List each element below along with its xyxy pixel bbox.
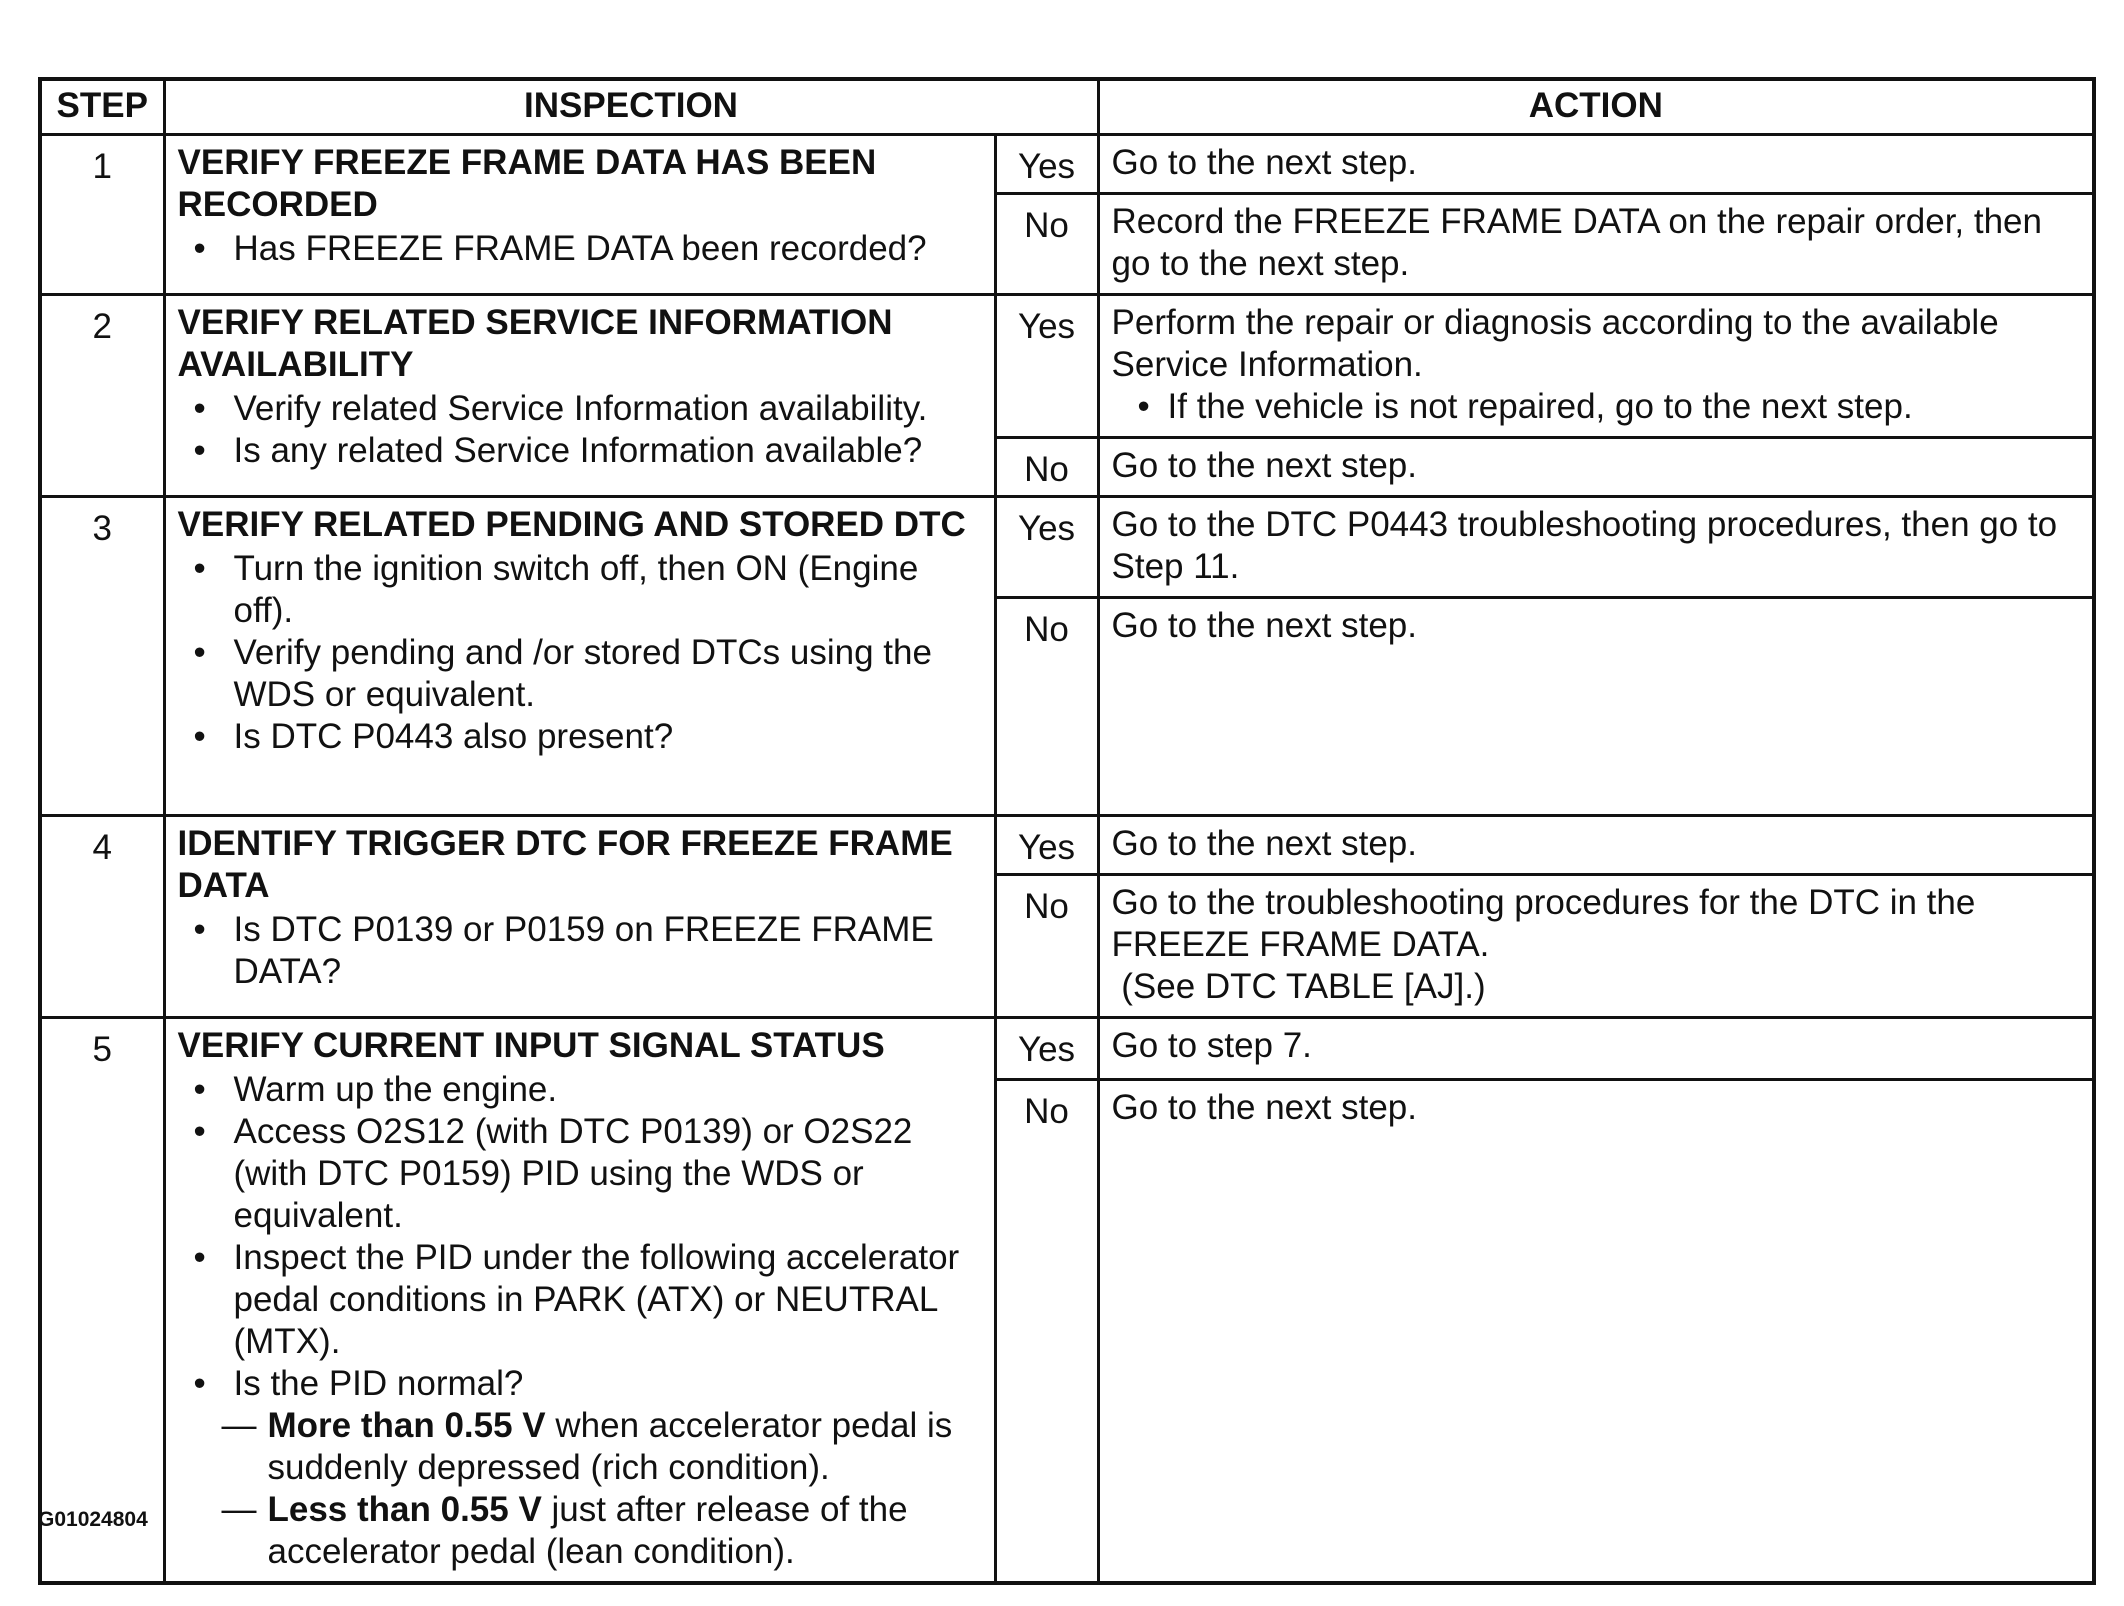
inspection-bullets	[178, 228, 982, 270]
action-text: Go to the next step.	[1111, 824, 1417, 863]
inspection-title: VERIFY RELATED SERVICE INFORMATION AVAILABILITY	[177, 303, 893, 384]
no-label: No	[995, 1079, 1098, 1583]
inspection-bullet: • Is any related Service Information available?	[234, 430, 982, 472]
inspection-cell	[164, 816, 995, 1018]
yes-label: Yes	[995, 135, 1098, 194]
yes-action	[1098, 295, 2094, 438]
action-text: Go to the DTC P0443 troubleshooting procedures, then go to Step 11.	[1111, 505, 2058, 586]
yes-action	[1098, 135, 2094, 194]
inspection-cell	[164, 1018, 995, 1584]
no-action	[1098, 438, 2094, 497]
no-action	[1098, 194, 2094, 295]
step-row	[40, 816, 2094, 875]
inspection-bullet: • Turn the ignition switch off, then ON (Engine off).	[234, 548, 982, 632]
yes-label: Yes	[995, 1018, 1098, 1080]
step-row	[40, 295, 2094, 438]
inspection-cell	[164, 497, 995, 816]
inspection-bullet: • Access O2S12 (with DTC P0139) or O2S22 (with DTC P0159) PID using the WDS or equivalent.	[234, 1111, 982, 1237]
step-number: 5	[40, 1018, 164, 1584]
yes-action	[1098, 1018, 2094, 1080]
pid-condition-item	[222, 1489, 982, 1573]
action-text: (See DTC TABLE [AJ].)	[1111, 967, 1486, 1006]
inspection-title: VERIFY FREEZE FRAME DATA HAS BEEN RECORDED	[177, 143, 877, 224]
voltage-threshold: Less than 0.55 V	[267, 1490, 542, 1529]
step-number: 4	[40, 816, 164, 1018]
inspection-bullet: • Verify related Service Information availability.	[234, 388, 982, 430]
step-rows	[40, 135, 2094, 1584]
step-number: 2	[40, 295, 164, 497]
inspection-bullet: • Verify pending and /or stored DTCs using the WDS or equivalent.	[234, 632, 982, 716]
no-label: No	[995, 598, 1098, 816]
no-label: No	[995, 438, 1098, 497]
inspection-bullets	[178, 388, 982, 472]
action-text: Go to the troubleshooting procedures for the DTC in the FREEZE FRAME DATA.	[1111, 883, 1986, 964]
action-text: Perform the repair or diagnosis according to the available Service Information.	[1111, 303, 1999, 384]
condition-text: when accelerator pedal is suddenly depressed (rich condition).	[267, 1406, 953, 1487]
dash-marker: —	[221, 1490, 257, 1529]
yes-action	[1098, 816, 2094, 875]
pid-condition-list	[178, 1405, 982, 1573]
action-text: Record the FREEZE FRAME DATA on the repair order, then go to the next step.	[1111, 202, 2052, 283]
no-action	[1098, 1079, 2094, 1583]
no-action	[1098, 875, 2094, 1018]
yes-label: Yes	[995, 816, 1098, 875]
step-row	[40, 497, 2094, 598]
action-bullet: • If the vehicle is not repaired, go to the next step.	[1112, 386, 2081, 428]
step-row	[40, 135, 2094, 194]
yes-action	[1098, 497, 2094, 598]
diagnostic-procedure-sheet	[38, 77, 2096, 1585]
inspection-cell	[164, 295, 995, 497]
yes-label: Yes	[995, 497, 1098, 598]
inspection-cell	[164, 135, 995, 295]
no-label: No	[995, 875, 1098, 1018]
no-action	[1098, 598, 2094, 816]
action-text: Go to the next step.	[1111, 1087, 1417, 1127]
inspection-title: VERIFY CURRENT INPUT SIGNAL STATUS	[177, 1026, 885, 1065]
inspection-bullets	[178, 548, 982, 758]
inspection-bullet: • Has FREEZE FRAME DATA been recorded?	[234, 228, 982, 270]
inspection-bullet: • Is DTC P0139 or P0159 on FREEZE FRAME DATA?	[234, 909, 982, 993]
step-number: 1	[40, 135, 164, 295]
header-step: STEP	[40, 79, 164, 135]
inspection-bullet: • Warm up the engine.	[234, 1069, 982, 1111]
header-row	[40, 79, 2094, 135]
action-text: Go to the next step.	[1111, 446, 1417, 485]
step-number: 3	[40, 497, 164, 816]
figure-id: G01024804	[38, 1508, 148, 1531]
inspection-title: VERIFY RELATED PENDING AND STORED DTC	[177, 505, 966, 544]
header-inspection: INSPECTION	[164, 79, 1098, 135]
yes-label: Yes	[995, 295, 1098, 438]
inspection-bullets	[178, 1069, 982, 1405]
dash-marker: —	[221, 1406, 257, 1445]
diagnostic-table	[38, 77, 2096, 1585]
inspection-bullet: • Inspect the PID under the following accelerator pedal conditions in PARK (ATX) or NEUTRAL (MTX).	[234, 1237, 982, 1363]
inspection-bullet: • Is the PID normal?	[234, 1363, 982, 1405]
inspection-bullets	[178, 909, 982, 993]
no-label: No	[995, 194, 1098, 295]
action-text: Go to the next step.	[1111, 606, 1417, 645]
condition-text: just after release of the accelerator pedal (lean condition).	[267, 1490, 908, 1571]
inspection-title: IDENTIFY TRIGGER DTC FOR FREEZE FRAME DATA	[177, 824, 953, 905]
step-row	[40, 1018, 2094, 1080]
pid-condition-item	[222, 1405, 982, 1489]
voltage-threshold: More than 0.55 V	[267, 1406, 546, 1445]
action-text: Go to the next step.	[1111, 143, 1417, 182]
action-text: Go to step 7.	[1111, 1026, 1312, 1065]
inspection-bullet: • Is DTC P0443 also present?	[234, 716, 982, 758]
header-action: ACTION	[1098, 79, 2094, 135]
